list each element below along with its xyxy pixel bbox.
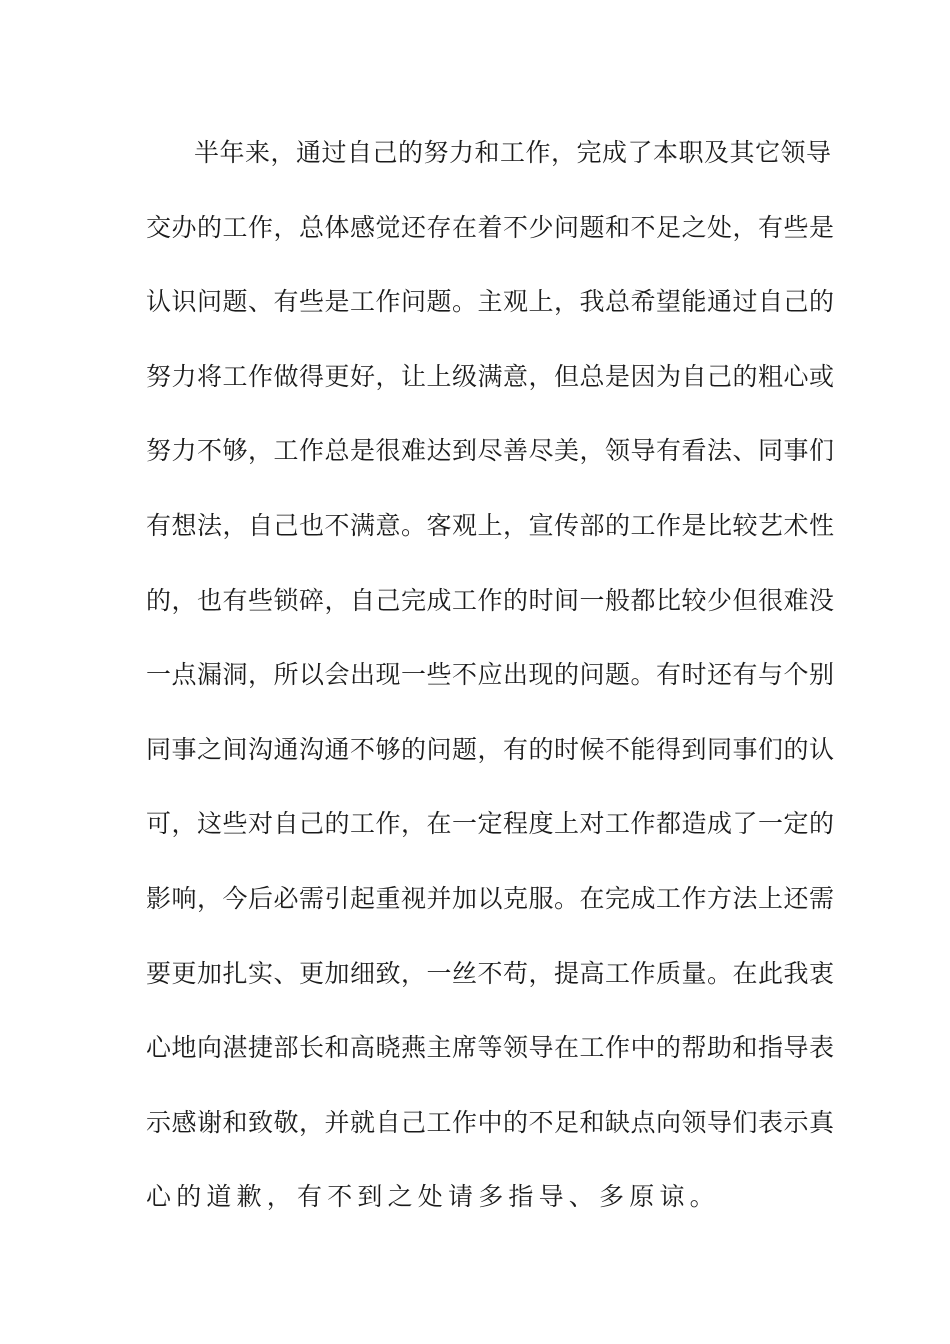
paragraph-line: 认识问题、有些是工作问题。主观上，我总希望能通过自己的 [146,287,835,317]
paragraph-line: 努力不够，工作总是很难达到尽善尽美，领导有看法、同事们 [146,436,835,466]
paragraph-line: 交办的工作，总体感觉还存在着不少问题和不足之处，有些是 [146,212,835,242]
paragraph-line: 心的道歉，有不到之处请多指导、多原谅。 [146,1182,720,1212]
paragraph-line: 半年来，通过自己的努力和工作，完成了本职及其它领导 [194,138,832,167]
paragraph-line: 示感谢和致敬，并就自己工作中的不足和缺点向领导们表示真 [146,1107,835,1137]
paragraph-line: 一点漏洞，所以会出现一些不应出现的问题。有时还有与个别 [146,660,835,690]
paragraph-line: 心地向湛捷部长和高晓燕主席等领导在工作中的帮助和指导表 [146,1033,835,1063]
body-paragraph [146,127,835,1246]
paragraph-line: 可，这些对自己的工作，在一定程度上对工作都造成了一定的 [146,809,835,839]
paragraph-line: 要更加扎实、更加细致，一丝不苟，提高工作质量。在此我衷 [146,958,835,988]
paragraph-line: 有想法，自己也不满意。客观上，宣传部的工作是比较艺术性 [146,510,835,540]
paragraph-line: 同事之间沟通沟通不够的问题，有的时候不能得到同事们的认 [146,734,835,764]
paragraph-line: 影响，今后必需引起重视并加以克服。在完成工作方法上还需 [146,883,835,913]
paragraph-line: 努力将工作做得更好，让上级满意，但总是因为自己的粗心或 [146,361,835,391]
paragraph-line: 的，也有些锁碎，自己完成工作的时间一般都比较少但很难没 [146,585,835,615]
